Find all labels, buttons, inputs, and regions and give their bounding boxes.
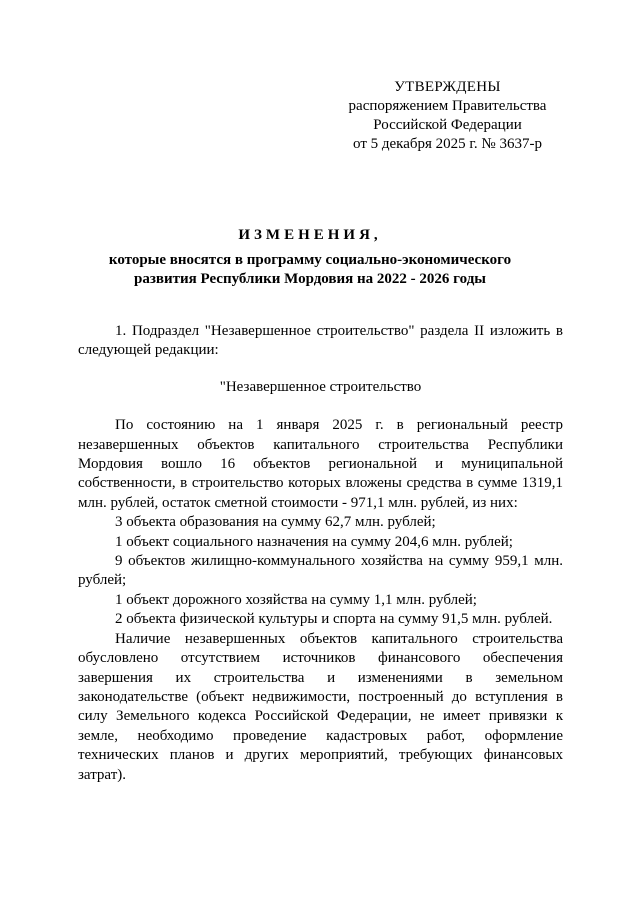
- list-item-3: 9 объектов жилищно-коммунального хозяйства на сумму 959,1 млн. рублей;: [78, 553, 563, 589]
- paragraph-3: Наличие незавершенных объектов капитального строительства обусловлено отсутствием источников финансового обеспечения завершения их строительства и изменениями в земельном законодательстве (объект недвижимости, построенный до вступления в силу Земельного кодекса Российской Федерации, не имеет привязки к земле, необходимо проведение кадастровых работ, оформление технических планов и других мероприятий, требующих финансовых затрат).: [78, 630, 563, 783]
- document-subtitle-line-1: которые вносятся в программу социально-экономического: [108, 252, 512, 268]
- approval-block: [330, 78, 565, 154]
- document-title: ИЗМЕНЕНИЯ,: [238, 227, 382, 243]
- document-subtitle-line-2: развития Республики Мордовия на 2022 - 2026 годы: [134, 271, 486, 287]
- paragraph-1: 1. Подраздел "Незавершенное строительство" раздела II изложить в следующей редакции:: [78, 323, 563, 359]
- approval-line-3: от 5 декабря 2025 г. № 3637-р: [353, 136, 542, 152]
- list-item-4: 1 объект дорожного хозяйства на сумму 1,1 млн. рублей;: [115, 591, 477, 608]
- document-subtitle: [60, 251, 560, 289]
- list-item-2: 1 объект социального назначения на сумму 204,6 млн. рублей;: [115, 533, 513, 550]
- paragraph-2: По состоянию на 1 января 2025 г. в региональный реестр незавершенных объектов капитального строительства Республики Мордовия вошло 16 объектов региональной и муниципальной собственности, в строительство которых вложены средства в сумме 1319,1 млн. рублей, остаток сметной стоимости - 971,1 млн. рублей, из них:: [78, 417, 563, 511]
- section-subtitle: "Незавершенное строительство: [219, 378, 422, 395]
- approval-line-1: распоряжением Правительства: [348, 98, 547, 114]
- document-body: [78, 322, 563, 785]
- approval-title: УТВЕРЖДЕНЫ: [394, 79, 501, 95]
- list-item-5: 2 объекта физической культуры и спорта на сумму 91,5 млн. рублей.: [115, 611, 553, 628]
- approval-line-2: Российской Федерации: [373, 117, 522, 133]
- list-item-1: 3 объекта образования на сумму 62,7 млн. рублей;: [115, 514, 436, 531]
